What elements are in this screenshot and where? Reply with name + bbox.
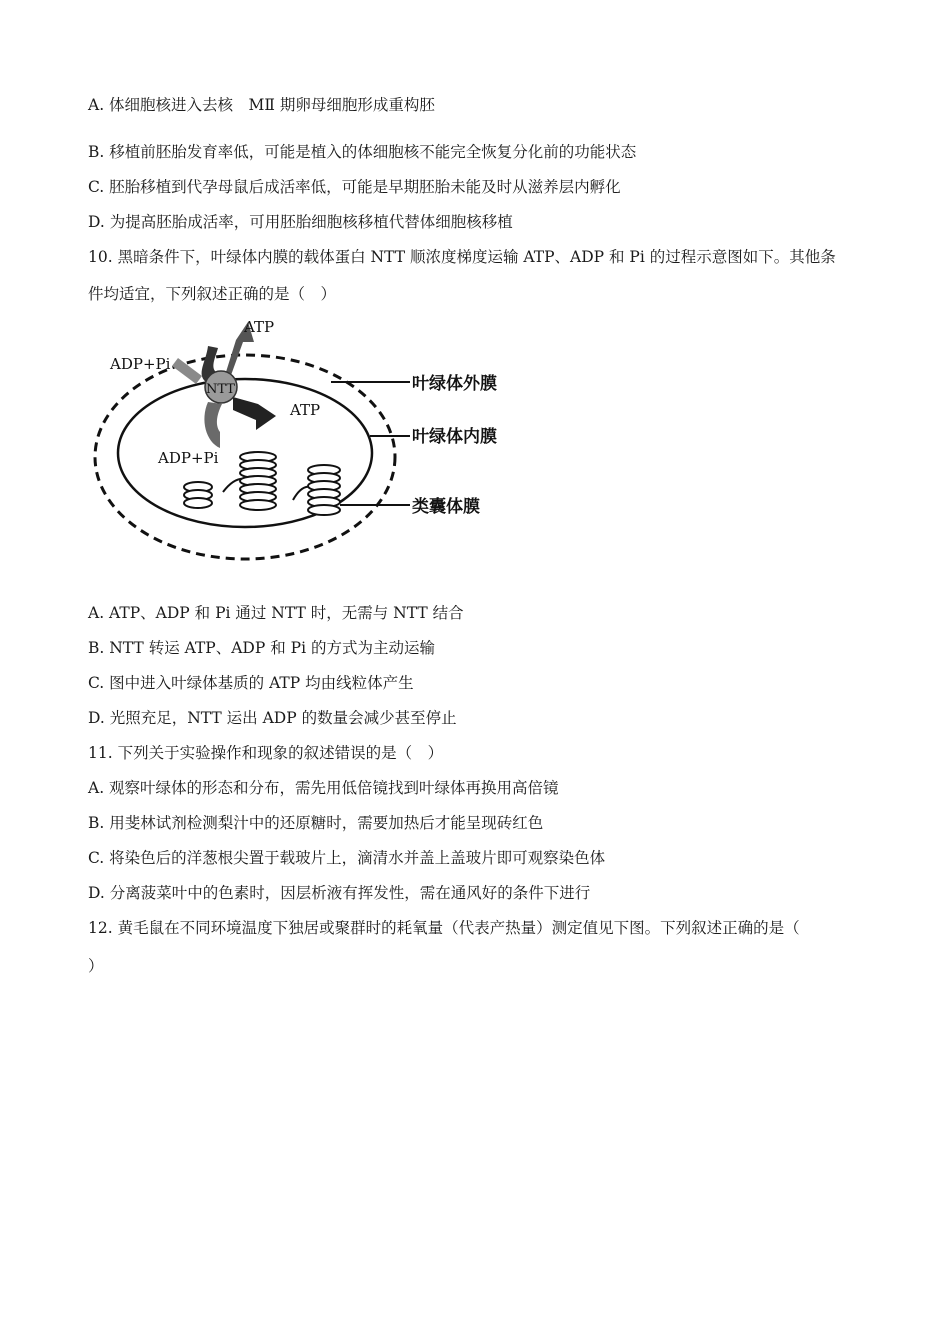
- q9-option-a: A. 体细胞核进入去核 MⅡ 期卵母细胞形成重构胚: [88, 96, 435, 114]
- atp-top-label: ATP: [244, 318, 275, 336]
- q9-option-b: B. 移植前胚胎发育率低，可能是植入的体细胞核不能完全恢复分化前的功能状态: [88, 143, 637, 161]
- q11-option-b: B. 用斐林试剂检测梨汁中的还原糖时，需要加热后才能呈现砖红色: [88, 814, 544, 832]
- ntt-label: NTT: [206, 382, 235, 397]
- q12-stem-line1: 12. 黄毛鼠在不同环境温度下独居或聚群时的耗氧量（代表产热量）测定值见下图。下列叙述正确的是（: [88, 919, 800, 937]
- q11-stem: 11. 下列关于实验操作和现象的叙述错误的是（ ）: [88, 744, 444, 762]
- q9-option-d: D. 为提高胚胎成活率，可用胚胎细胞核移植代替体细胞核移植: [88, 213, 513, 231]
- thylakoid-membrane-label: 类囊体膜: [412, 497, 480, 517]
- outer-membrane-label: 叶绿体外膜: [412, 374, 497, 394]
- q10-option-c: C. 图中进入叶绿体基质的 ATP 均由线粒体产生: [88, 674, 414, 692]
- q10-option-d: D. 光照充足，NTT 运出 ADP 的数量会减少甚至停止: [88, 709, 457, 727]
- chloroplast-ntt-diagram: [88, 312, 518, 572]
- q10-option-b: B. NTT 转运 ATP、ADP 和 Pi 的方式为主动运输: [88, 639, 435, 657]
- adp-pi-bottom-label: ADP+Pi: [158, 449, 219, 467]
- q10-stem-line1: 10. 黑暗条件下，叶绿体内膜的载体蛋白 NTT 顺浓度梯度运输 ATP、ADP 和 Pi 的过程示意图如下。其他条: [88, 248, 836, 266]
- inner-membrane-label: 叶绿体内膜: [412, 427, 497, 447]
- atp-right-label: ATP: [290, 401, 321, 419]
- q11-option-d: D. 分离菠菜叶中的色素时，因层析液有挥发性，需在通风好的条件下进行: [88, 884, 591, 902]
- adp-pi-top-label: ADP+Pi: [110, 355, 171, 373]
- q12-stem-line2: ）: [88, 957, 104, 975]
- q11-option-c: C. 将染色后的洋葱根尖置于载玻片上，滴清水并盖上盖玻片即可观察染色体: [88, 849, 606, 867]
- q11-option-a: A. 观察叶绿体的形态和分布，需先用低倍镜找到叶绿体再换用高倍镜: [88, 779, 559, 797]
- q10-option-a: A. ATP、ADP 和 Pi 通过 NTT 时，无需与 NTT 结合: [88, 604, 464, 622]
- q10-stem-line2: 件均适宜，下列叙述正确的是（ ）: [88, 285, 337, 303]
- q9-option-c: C. 胚胎移植到代孕母鼠后成活率低，可能是早期胚胎未能及时从滋养层内孵化: [88, 178, 621, 196]
